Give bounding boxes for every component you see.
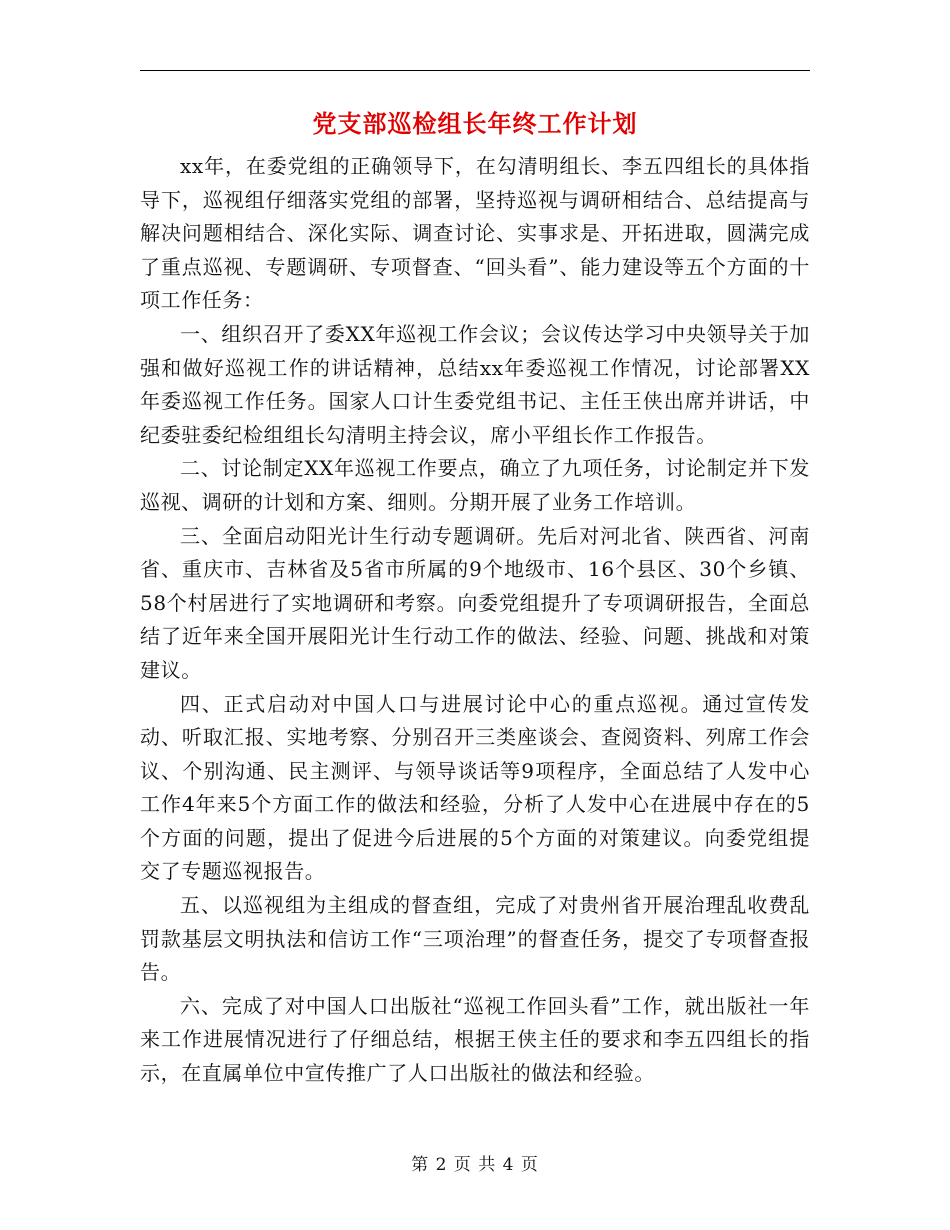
paragraph-item-4: 四、正式启动对中国人口与进展讨论中心的重点巡视。通过宣传发动、听取汇报、实地考察、分别召开三类座谈会、查阅资料、列席工作会议、个别沟通、民主测评、与领导谈话等9项程序，全面总结了人发中心工作4年来5个方面工作的做法和经验，分析了人发中心在进展中存在的5个方面的问题，提出了促进今后进展的5个方面的对策建议。向委党组提交了专题巡视报告。 bbox=[140, 691, 810, 884]
paragraph-item-6: 六、完成了对中国人口出版社“巡视工作回头看”工作，就出版社一年来工作进展情况进行了仔细总结，根据王侠主任的要求和李五四组长的指示，在直属单位中宣传推广了人口出版社的做法和经验。 bbox=[140, 993, 810, 1086]
paragraph-item-5: 五、以巡视组为主组成的督查组，完成了对贵州省开展治理乱收费乱罚款基层文明执法和信访工作“三项治理”的督查任务，提交了专项督查报告。 bbox=[140, 893, 810, 985]
paragraph-item-1: 一、组织召开了委XX年巡视工作会议；会议传达学习中央领导关于加强和做好巡视工作的讲话精神，总结xx年委巡视工作情况，讨论部署XX年委巡视工作任务。国家人口计生委党组书记、主任王侠出席并讲话，中纪委驻委纪检组组长勾清明主持会议，席小平组长作工作报告。 bbox=[140, 321, 810, 447]
page-number-footer: 第 2 页 共 4 页 bbox=[411, 1155, 539, 1175]
document-body bbox=[140, 150, 810, 1091]
paragraph-item-3: 三、全面启动阳光计生行动专题调研。先后对河北省、陕西省、河南省、重庆市、吉林省及5省市所属的9个地级市、16个县区、30个乡镇、58个村居进行了实地调研和考察。向委党组提升了专项调研报告，全面总结了近年来全国开展阳光计生行动工作的做法、经验、问题、挑战和对策建议。 bbox=[140, 523, 810, 682]
document-title: 党支部巡检组长年终工作计划 bbox=[312, 109, 638, 138]
paragraph-item-2: 二、讨论制定XX年巡视工作要点，确立了九项任务，讨论制定并下发巡视、调研的计划和方案、细则。分期开展了业务工作培训。 bbox=[140, 456, 810, 514]
header-rule bbox=[140, 70, 810, 71]
paragraph-intro: xx年，在委党组的正确领导下，在勾清明组长、李五四组长的具体指导下，巡视组仔细落实党组的部署，坚持巡视与调研相结合、总结提高与解决问题相结合、深化实际、调查讨论、实事求是、开拓进取，圆满完成了重点巡视、专题调研、专项督查、“回头看”、能力建设等五个方面的十项工作任务： bbox=[140, 154, 810, 313]
